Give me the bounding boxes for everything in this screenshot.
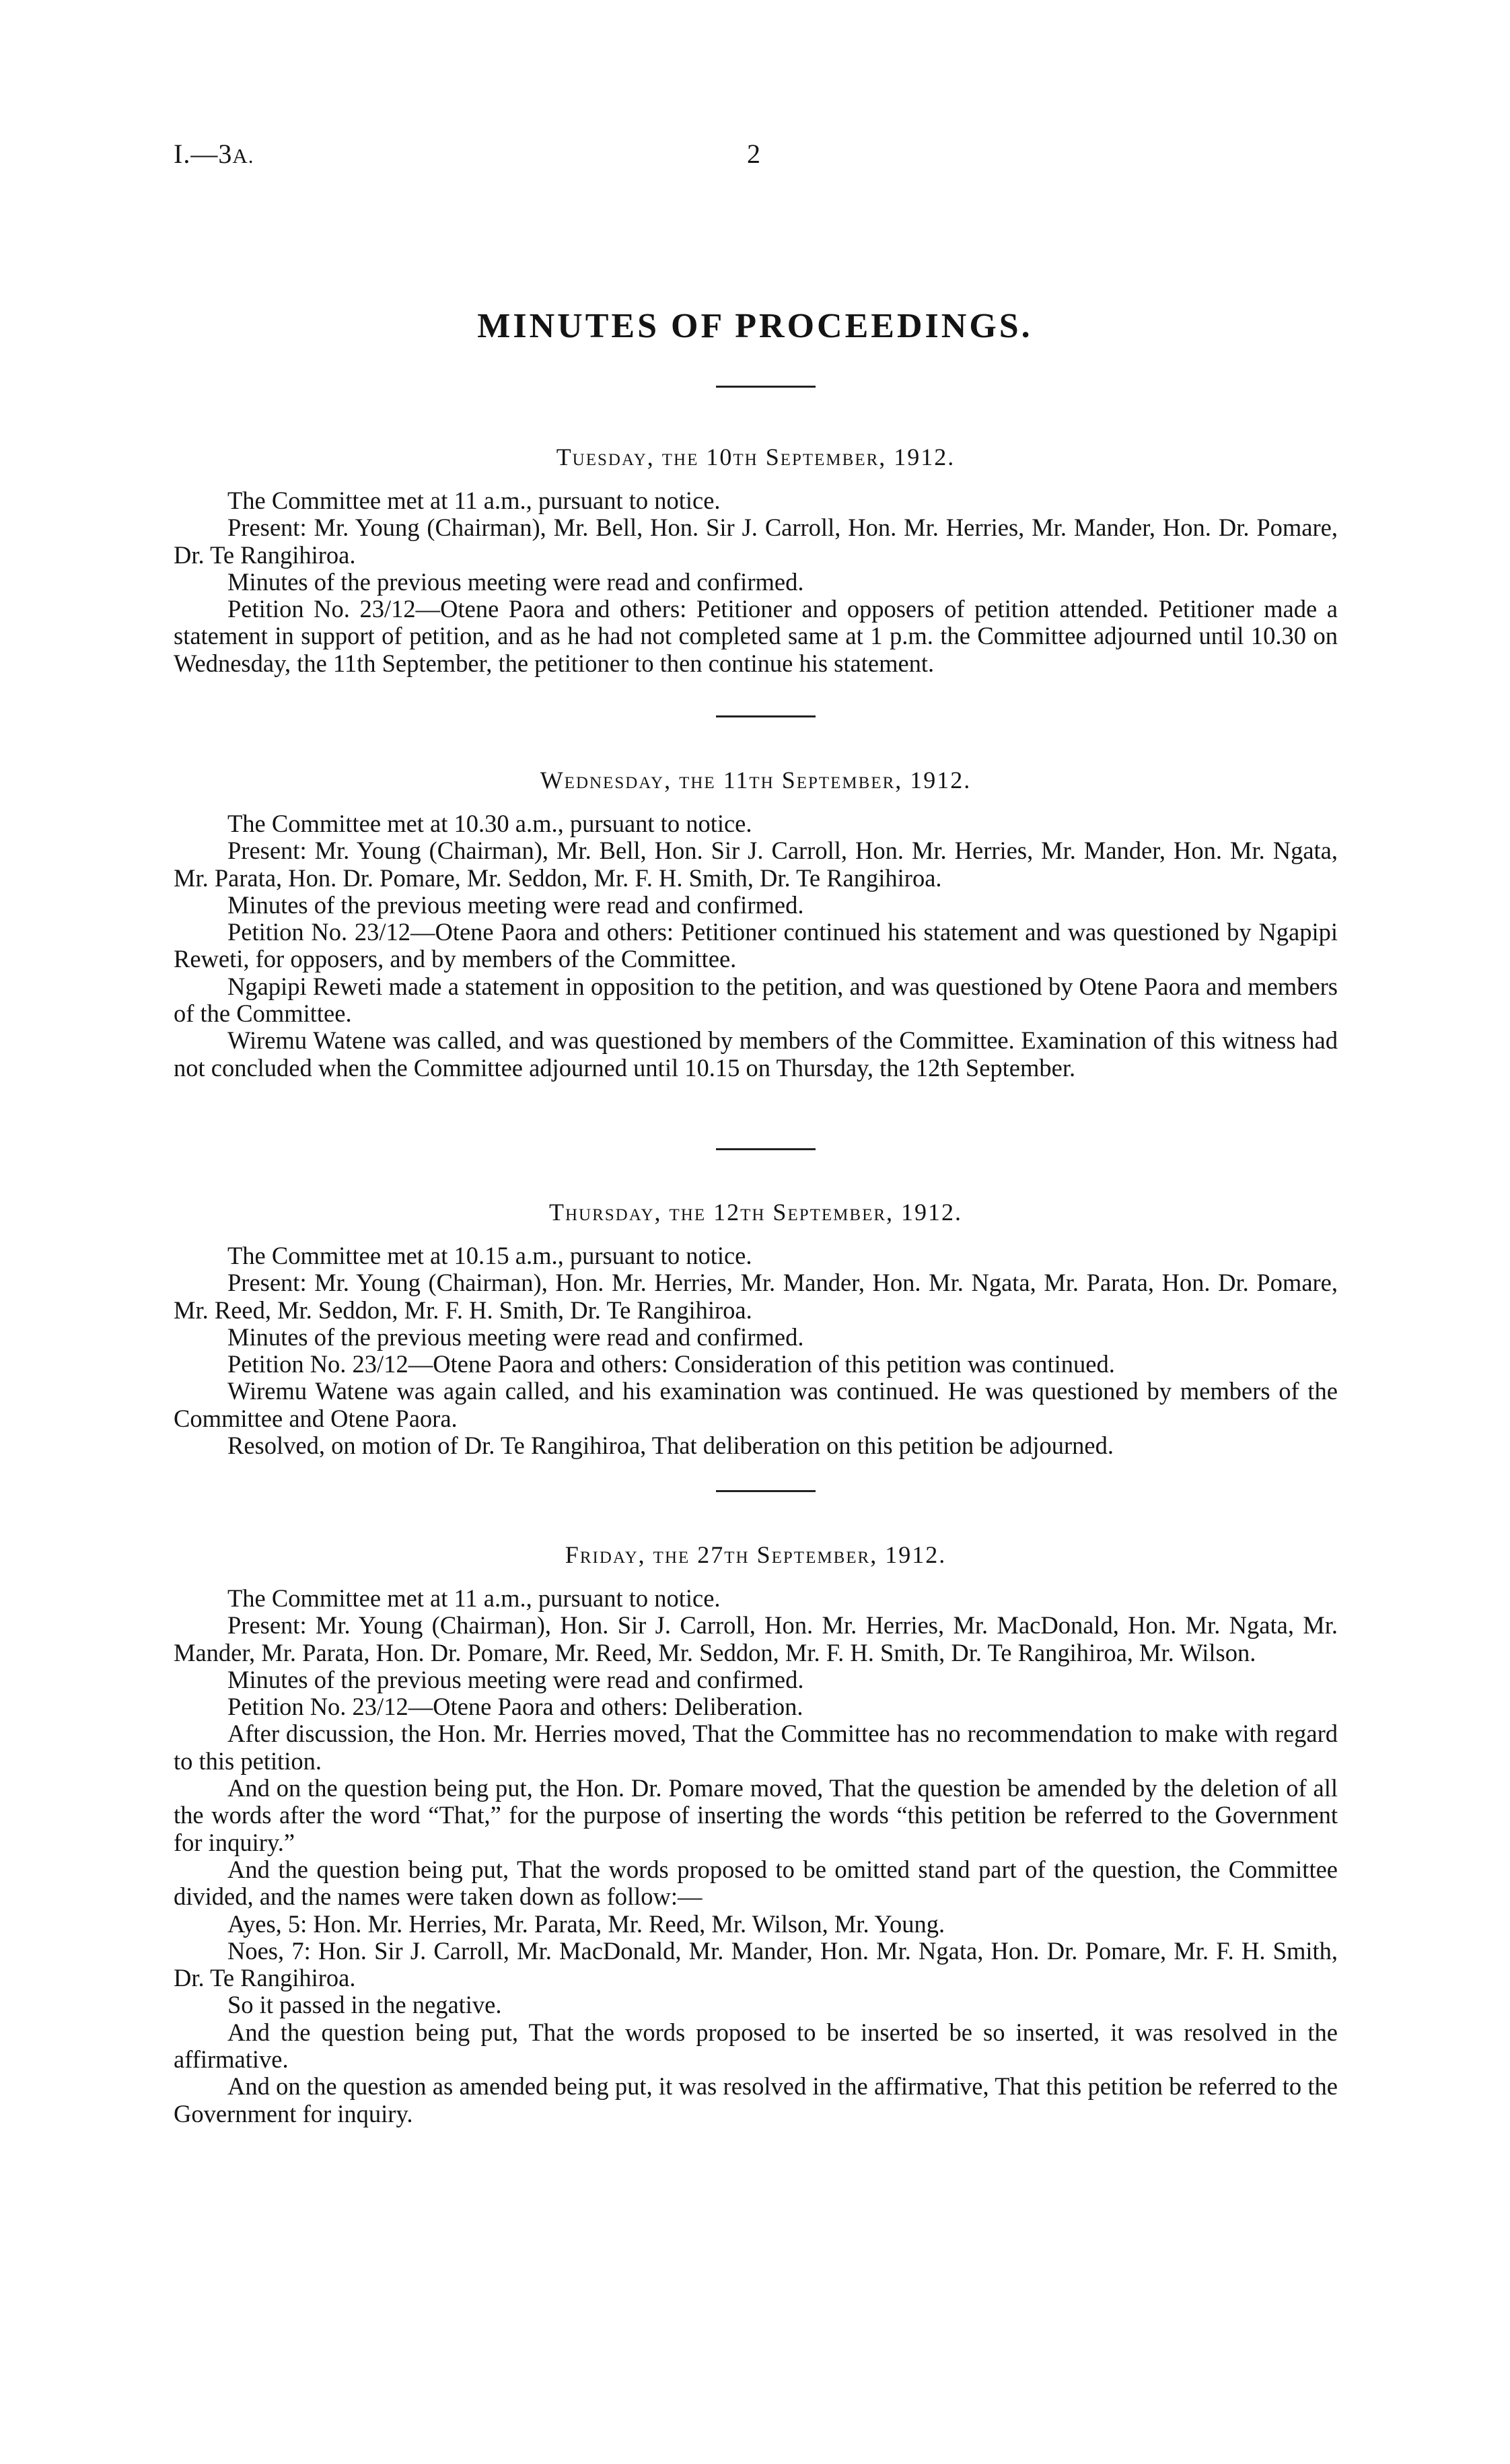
paragraph: The Committee met at 11 a.m., pursuant to notice. <box>227 1584 721 1612</box>
paragraph: Minutes of the previous meeting were read and confirmed. <box>227 1323 804 1351</box>
paragraph: And the question being put, That the words proposed to be inserted be so inserted, it was resolved in the affirmative. <box>174 2018 1338 2074</box>
paragraph: Ayes, 5: Hon. Mr. Herries, Mr. Parata, Mr. Reed, Mr. Wilson, Mr. Young. <box>227 1909 945 1938</box>
section-tuesday <box>174 443 1338 677</box>
paragraph: And on the question being put, the Hon. Dr. Pomare moved, That the question be amended by the deletion of all the words after the word “That,” for the purpose of inserting the words “this petition be referred to the Government for inquiry.” <box>174 1774 1338 1856</box>
section-date: Friday, the 27th September, 1912. <box>565 1541 947 1568</box>
paragraph: After discussion, the Hon. Mr. Herries moved, That the Committee has no recommendation to make with regard to this petition. <box>174 1720 1338 1775</box>
reference-suffix: A. <box>232 144 254 168</box>
section-heading <box>174 766 1338 794</box>
paragraph: Present: Mr. Young (Chairman), Mr. Bell, Hon. Sir J. Carroll, Hon. Mr. Herries, Mr. Mander, Hon. Dr. Pomare, Dr. Te Rangihiroa. <box>174 514 1338 569</box>
divider <box>716 386 816 388</box>
document-reference <box>174 138 254 170</box>
paragraph: The Committee met at 10.15 a.m., pursuant to notice. <box>227 1242 752 1269</box>
section-heading <box>174 1541 1338 1569</box>
section-thursday <box>174 1198 1338 1459</box>
paragraph: Petition No. 23/12—Otene Paora and others: Deliberation. <box>227 1693 803 1721</box>
section-heading <box>174 1198 1338 1226</box>
paragraph: Petition No. 23/12—Otene Paora and others: Petitioner and opposers of petition attended. Petitioner made a statement in support of petition, and as he had not completed same at 1 p.m. the Committee adjourned until 10.30 on Wednesday, the 11th September, the petitioner to then continue his statement. <box>174 595 1338 677</box>
paragraph: Minutes of the previous meeting were read and confirmed. <box>227 890 804 919</box>
page-number: 2 <box>747 139 760 169</box>
divider <box>716 1148 816 1150</box>
paragraph: Present: Mr. Young (Chairman), Hon. Sir J. Carroll, Hon. Mr. Herries, Mr. MacDonald, Hon. Mr. Ngata, Mr. Mander, Mr. Parata, Hon. Dr. Pomare, Mr. Reed, Mr. Seddon, Mr. F. H. Smith, Dr. Te Rangihiroa, Mr. Wilson. <box>174 1611 1338 1666</box>
paragraph: Ngapipi Reweti made a statement in opposition to the petition, and was questioned by Otene Paora and members of the Committee. <box>174 972 1338 1028</box>
section-date: Tuesday, the 10th September, 1912. <box>556 444 956 470</box>
paragraph: Wiremu Watene was called, and was questioned by members of the Committee. Examination of this witness had not concluded when the Committee adjourned until 10.15 on Thursday, the 12th September. <box>174 1026 1338 1082</box>
paragraph: Minutes of the previous meeting were read and confirmed. <box>227 567 804 596</box>
section-heading <box>174 443 1338 471</box>
paragraph: Wiremu Watene was again called, and his examination was continued. He was questioned by members of the Committee and Otene Paora. <box>174 1377 1338 1432</box>
section-date: Thursday, the 12th September, 1912. <box>548 1199 963 1226</box>
paragraph: Noes, 7: Hon. Sir J. Carroll, Mr. MacDonald, Mr. Mander, Hon. Mr. Ngata, Hon. Dr. Pomare, Mr. F. H. Smith, Dr. Te Rangihiroa. <box>174 1936 1338 1992</box>
section-wednesday <box>174 766 1338 1082</box>
paragraph: The Committee met at 10.30 a.m., pursuant to notice. <box>227 810 752 837</box>
paragraph: Present: Mr. Young (Chairman), Hon. Mr. Herries, Mr. Mander, Hon. Mr. Ngata, Mr. Parata, Hon. Dr. Pomare, Mr. Reed, Mr. Seddon, Mr. F. H. Smith, Dr. Te Rangihiroa. <box>174 1269 1338 1324</box>
paragraph: Petition No. 23/12—Otene Paora and others: Consideration of this petition was continued. <box>227 1350 1115 1378</box>
section-friday <box>174 1541 1338 2127</box>
paragraph: Petition No. 23/12—Otene Paora and others: Petitioner continued his statement and was questioned by Ngapipi Reweti, for opposers, and by members of the Committee. <box>174 918 1338 973</box>
paragraph: The Committee met at 11 a.m., pursuant to notice. <box>227 487 721 514</box>
section-date: Wednesday, the 11th September, 1912. <box>540 767 972 794</box>
paragraph: And the question being put, That the words proposed to be omitted stand part of the question, the Committee divided, and the names were taken down as follow:— <box>174 1855 1338 1911</box>
divider <box>716 715 816 717</box>
paragraph: Resolved, on motion of Dr. Te Rangihiroa, That deliberation on this petition be adjourned. <box>227 1432 1114 1460</box>
paragraph: Minutes of the previous meeting were read and confirmed. <box>227 1665 804 1693</box>
divider <box>716 1490 816 1492</box>
reference-prefix: I.—3 <box>174 139 233 169</box>
paragraph: Present: Mr. Young (Chairman), Mr. Bell, Hon. Sir J. Carroll, Hon. Mr. Herries, Mr. Mander, Hon. Mr. Ngata, Mr. Parata, Hon. Dr. Pomare, Mr. Seddon, Mr. F. H. Smith, Dr. Te Rangihiroa. <box>174 837 1338 892</box>
paragraph: So it passed in the negative. <box>227 1991 502 2019</box>
page-title: MINUTES OF PROCEEDINGS. <box>477 307 1033 345</box>
paragraph: And on the question as amended being put, it was resolved in the affirmative, That this petition be referred to the Government for inquiry. <box>174 2072 1338 2127</box>
